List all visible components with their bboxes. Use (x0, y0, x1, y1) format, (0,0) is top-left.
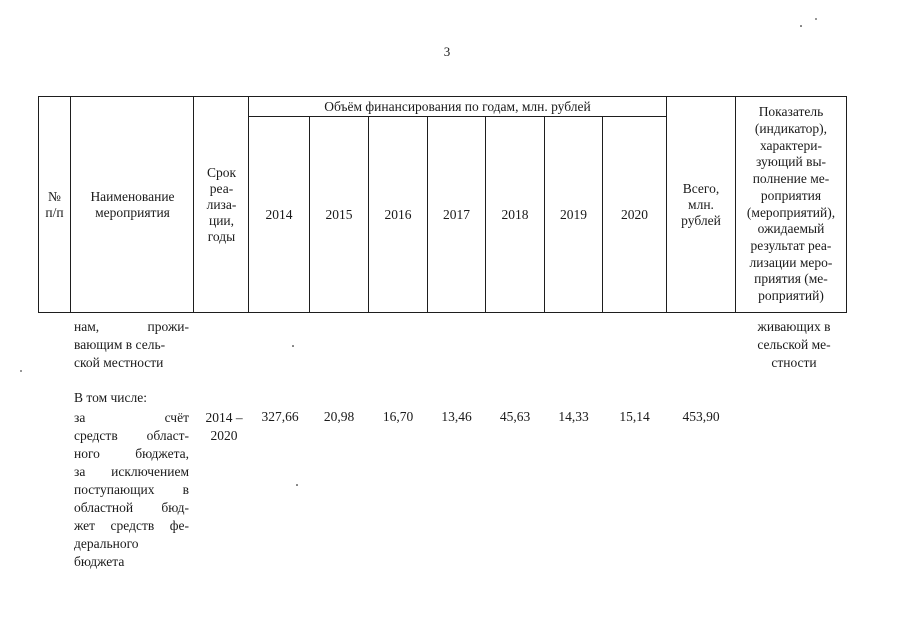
row-regional-name-line: бюджета (74, 554, 125, 569)
row-regional-name-line: поступающих в (74, 482, 189, 497)
header-indicator: Показатель (индикатор), характери- зующий вы- полнение ме- роприятия (мероприятий), ожидаемый результат реа- лизации меро- приятия (ме- роприятий) (746, 104, 836, 304)
row-regional-name-line: областной бюд- (74, 500, 189, 515)
col-border (846, 96, 847, 313)
row-regional-term-line: 2020 (210, 428, 238, 443)
header-name: Наименование мероприятия (90, 188, 175, 220)
header-year: 2020 (621, 206, 648, 222)
row-continued-indicator-line: сельской ме- (757, 337, 831, 352)
row-regional-name-line: жет средств фе- (74, 518, 189, 533)
header-year: 2014 (265, 206, 293, 222)
row-regional-value-2016: 16,70 (382, 409, 414, 424)
scan-speck (20, 370, 22, 372)
row-regional-value-2017: 13,46 (441, 409, 472, 424)
row-regional-name-line: за счёт (74, 410, 189, 425)
row-regional-value-2018: 45,63 (499, 409, 531, 424)
page-number: 3 (443, 44, 451, 59)
header-total: Всего, млн. рублей (681, 180, 721, 228)
row-regional-name-line: за исключением (74, 464, 189, 479)
header-year: 2016 (384, 206, 412, 222)
header-funding-group: Объём финансирования по годам, млн. рублей (324, 98, 591, 114)
row-regional-total: 453,90 (682, 409, 720, 424)
row-continued-indicator-line: живающих в (757, 319, 831, 334)
row-continued-name-line: ской местности (74, 355, 164, 370)
row-continued-name-line: вающим в сель- (74, 337, 166, 352)
header-year: 2018 (501, 206, 529, 222)
header-year: 2015 (325, 206, 353, 222)
row-regional-value-2020: 15,14 (619, 409, 650, 424)
row-regional-value-2019: 14,33 (558, 409, 589, 424)
header-year: 2017 (443, 206, 470, 222)
row-continued-indicator-line: стности (771, 355, 817, 370)
row-regional-value-2015: 20,98 (323, 409, 355, 424)
table-header-bottom-border (38, 312, 847, 313)
header-year: 2019 (560, 206, 587, 222)
scan-speck (800, 25, 802, 27)
row-continued-name-line: нам, прожи- (74, 319, 189, 334)
row-regional-name-line: дерального (74, 536, 139, 551)
section-label: В том числе: (74, 390, 147, 405)
row-regional-value-2014: 327,66 (261, 409, 299, 424)
row-regional-name-line: средств област- (74, 428, 189, 443)
table-header (38, 96, 847, 313)
scan-speck (292, 345, 294, 347)
scan-speck (296, 484, 298, 486)
row-regional-name-line: ного бюджета, (74, 446, 189, 461)
header-term: Срок реа- лиза- ции, годы (206, 164, 237, 244)
header-number: № п/п (45, 188, 64, 220)
row-regional-term-line: 2014 – (205, 410, 243, 425)
scan-speck (815, 18, 817, 20)
